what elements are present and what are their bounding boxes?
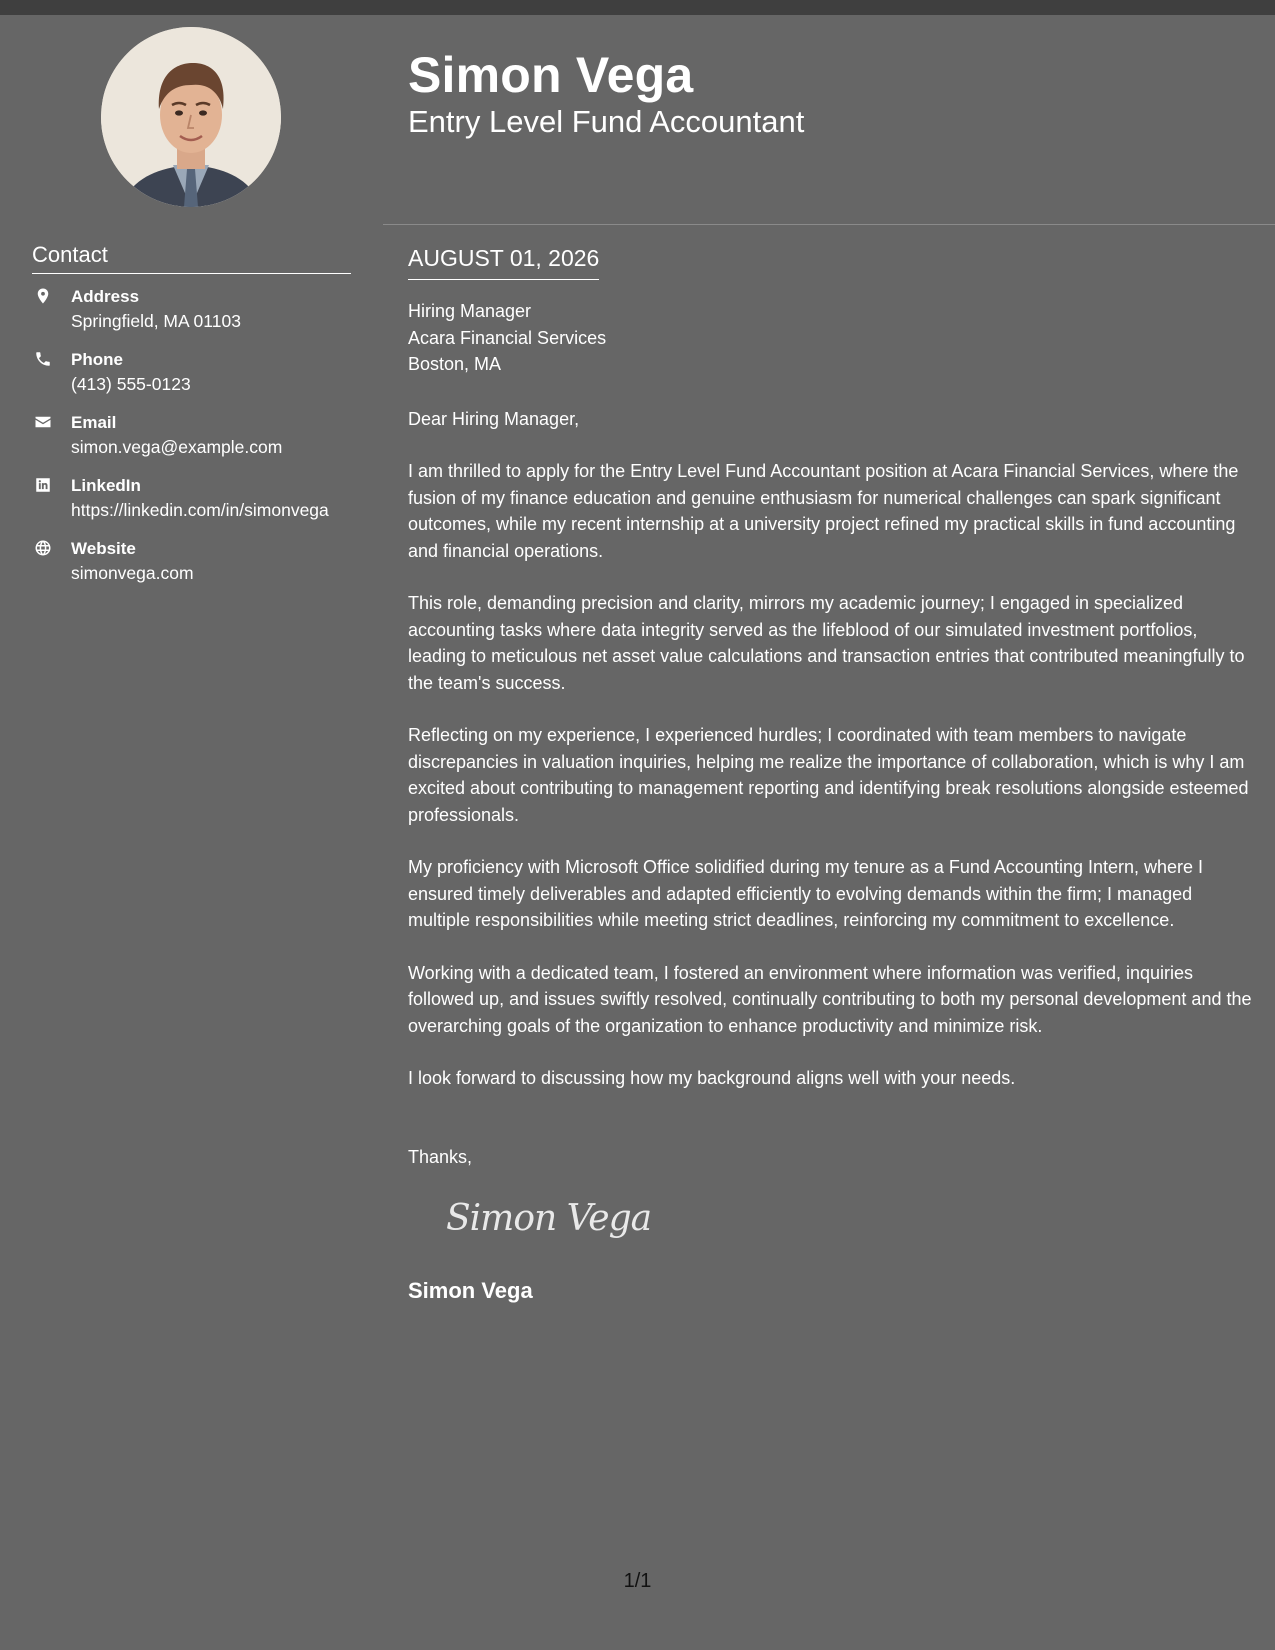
recipient-line: Acara Financial Services: [408, 327, 607, 348]
job-title: Entry Level Fund Accountant: [408, 104, 805, 139]
globe-icon: [34, 539, 52, 557]
map-pin-icon: [34, 287, 52, 305]
contact-value: (413) 555-0123: [71, 374, 191, 394]
contact-value[interactable]: https://linkedin.com/in/simonvega: [71, 500, 329, 520]
cover-letter-page: [0, 15, 1275, 1650]
profile-photo: [101, 27, 281, 207]
letter-paragraph: Working with a dedicated team, I fostered an environment where information was verified, inquiries followed up, and issues swiftly resolved, continually contributing to both my personal development and the overarching goals of the organization to enhance productivity and minimize risk.: [408, 962, 1252, 1036]
letter-paragraph: I look forward to discussing how my background aligns well with your needs.: [408, 1068, 1016, 1088]
contact-item-linkedin: [32, 474, 352, 522]
handwritten-signature: Simon Vega: [446, 1198, 652, 1239]
contact-list: [32, 285, 352, 600]
signer-name: Simon Vega: [408, 1278, 533, 1303]
closing: Thanks,: [408, 1146, 473, 1167]
contact-value: Springfield, MA 01103: [71, 311, 241, 331]
contact-item-phone: [32, 348, 352, 396]
contact-value[interactable]: simonvega.com: [71, 563, 194, 583]
header-divider: [383, 224, 1275, 225]
recipient-line: Hiring Manager: [408, 301, 532, 321]
contact-label: LinkedIn: [71, 476, 141, 495]
recipient-line: Boston, MA: [408, 354, 502, 374]
person-portrait-icon: [101, 27, 281, 207]
contact-heading: Contact: [32, 241, 351, 274]
envelope-icon: [34, 413, 52, 431]
contact-label: Phone: [71, 350, 123, 369]
contact-item-email: [32, 411, 352, 459]
salutation: Dear Hiring Manager,: [408, 408, 580, 429]
contact-label: Address: [71, 287, 140, 306]
letter-paragraph: I am thrilled to apply for the Entry Level Fund Accountant position at Acara Financial Services, where the fusion of my finance education and genuine enthusiasm for numerical challenges can spark significant outcomes, while my recent internship at a university project refined my practical skills in fund accounting and financial operations.: [408, 461, 1239, 561]
contact-item-address: [32, 285, 352, 333]
page-number: 1/1: [623, 1570, 652, 1592]
contact-label: Website: [71, 539, 136, 558]
letter-paragraph: My proficiency with Microsoft Office solidified during my tenure as a Fund Accounting Intern, where I ensured timely deliverables and adapted efficiently to evolving demands within the firm; I managed multiple responsibilities while meeting strict deadlines, reinforcing my commitment to excellence.: [408, 857, 1204, 930]
contact-label: Email: [71, 413, 117, 432]
recipient-block: [408, 298, 1253, 378]
linkedin-icon: [34, 476, 52, 494]
contact-item-website: [32, 537, 352, 585]
letter-paragraph: This role, demanding precision and clarity, mirrors my academic journey; I engaged in specialized accounting tasks where data integrity served as the lifeblood of our simulated investment portfolios, leading to meticulous net asset value calculations and transaction entries that contributed meaningfully to the team's success.: [408, 593, 1245, 693]
letter-date: AUGUST 01, 2026: [408, 243, 599, 280]
applicant-name: Simon Vega: [408, 47, 694, 103]
contact-value[interactable]: simon.vega@example.com: [71, 437, 283, 457]
letter-body: [408, 243, 1253, 1306]
phone-icon: [34, 350, 52, 368]
top-bar: [0, 0, 1275, 15]
letter-paragraph: Reflecting on my experience, I experienced hurdles; I coordinated with team members to navigate discrepancies in valuation inquiries, helping me realize the importance of collaboration, which is why I am excited about contributing to management reporting and identifying break resolutions alongside esteemed professionals.: [408, 725, 1249, 825]
